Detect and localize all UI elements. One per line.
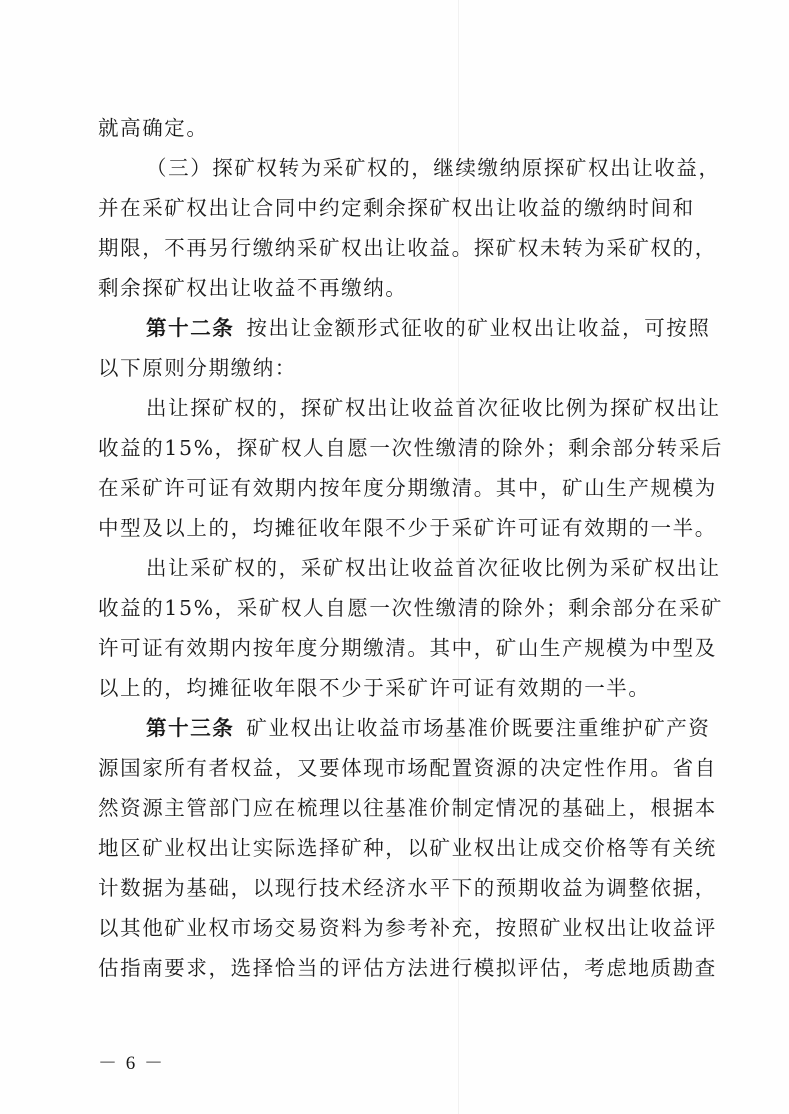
text-line: 以下原则分期缴纳：: [98, 356, 297, 380]
article-13-heading: 第十三条: [146, 716, 235, 740]
page-number: － 6 －: [98, 1053, 166, 1074]
text-line: 在采矿许可证有效期内按年度分期缴清。其中，矿山生产规模为: [98, 476, 717, 500]
text-line: （三）探矿权转为采矿权的，继续缴纳原探矿权出让收益，: [146, 156, 721, 180]
text-line: 剩余探矿权出让收益不再缴纳。: [98, 276, 408, 300]
text-line: 以其他矿业权市场交易资料为参考补充，按照矿业权出让收益评: [98, 916, 717, 940]
article-12-heading: 第十二条: [146, 316, 235, 340]
text-line: 然资源主管部门应在梳理以往基准价制定情况的基础上，根据本: [98, 796, 717, 820]
text-line: 许可证有效期内按年度分期缴清。其中，矿山生产规模为中型及: [98, 636, 717, 660]
text-line: 出让采矿权的，采矿权出让收益首次征收比例为采矿权出让: [146, 556, 721, 580]
article-12-line: 第十二条 按出让金额形式征收的矿业权出让收益，可按照: [146, 316, 711, 340]
text-line: 出让探矿权的，探矿权出让收益首次征收比例为探矿权出让: [146, 396, 721, 420]
text-line: 源国家所有者权益，又要体现市场配置资源的决定性作用。省自: [98, 756, 717, 780]
text-line: 期限，不再另行缴纳采矿权出让收益。探矿权未转为采矿权的，: [98, 236, 717, 260]
text-line: 地区矿业权出让实际选择矿种，以矿业权出让成交价格等有关统: [98, 836, 717, 860]
text-line: 以上的，均摊征收年限不少于采矿许可证有效期的一半。: [98, 676, 651, 700]
text-line: 收益的15%，采矿权人自愿一次性缴清的除外；剩余部分在采矿: [98, 596, 723, 620]
text-line: 并在采矿权出让合同中约定剩余探矿权出让收益的缴纳时间和: [98, 196, 695, 220]
text-line: 中型及以上的，均摊征收年限不少于采矿许可证有效期的一半。: [98, 516, 717, 540]
text-line: 就高确定。: [98, 116, 209, 140]
text-line: 收益的15%，探矿权人自愿一次性缴清的除外；剩余部分转采后: [98, 436, 723, 460]
text-line: 计数据为基础，以现行技术经济水平下的预期收益为调整依据，: [98, 876, 717, 900]
article-13-line: 第十三条 矿业权出让收益市场基准价既要注重维护矿产资: [146, 716, 711, 740]
text-line: 估指南要求，选择恰当的评估方法进行模拟评估，考虑地质勘查: [98, 956, 717, 980]
